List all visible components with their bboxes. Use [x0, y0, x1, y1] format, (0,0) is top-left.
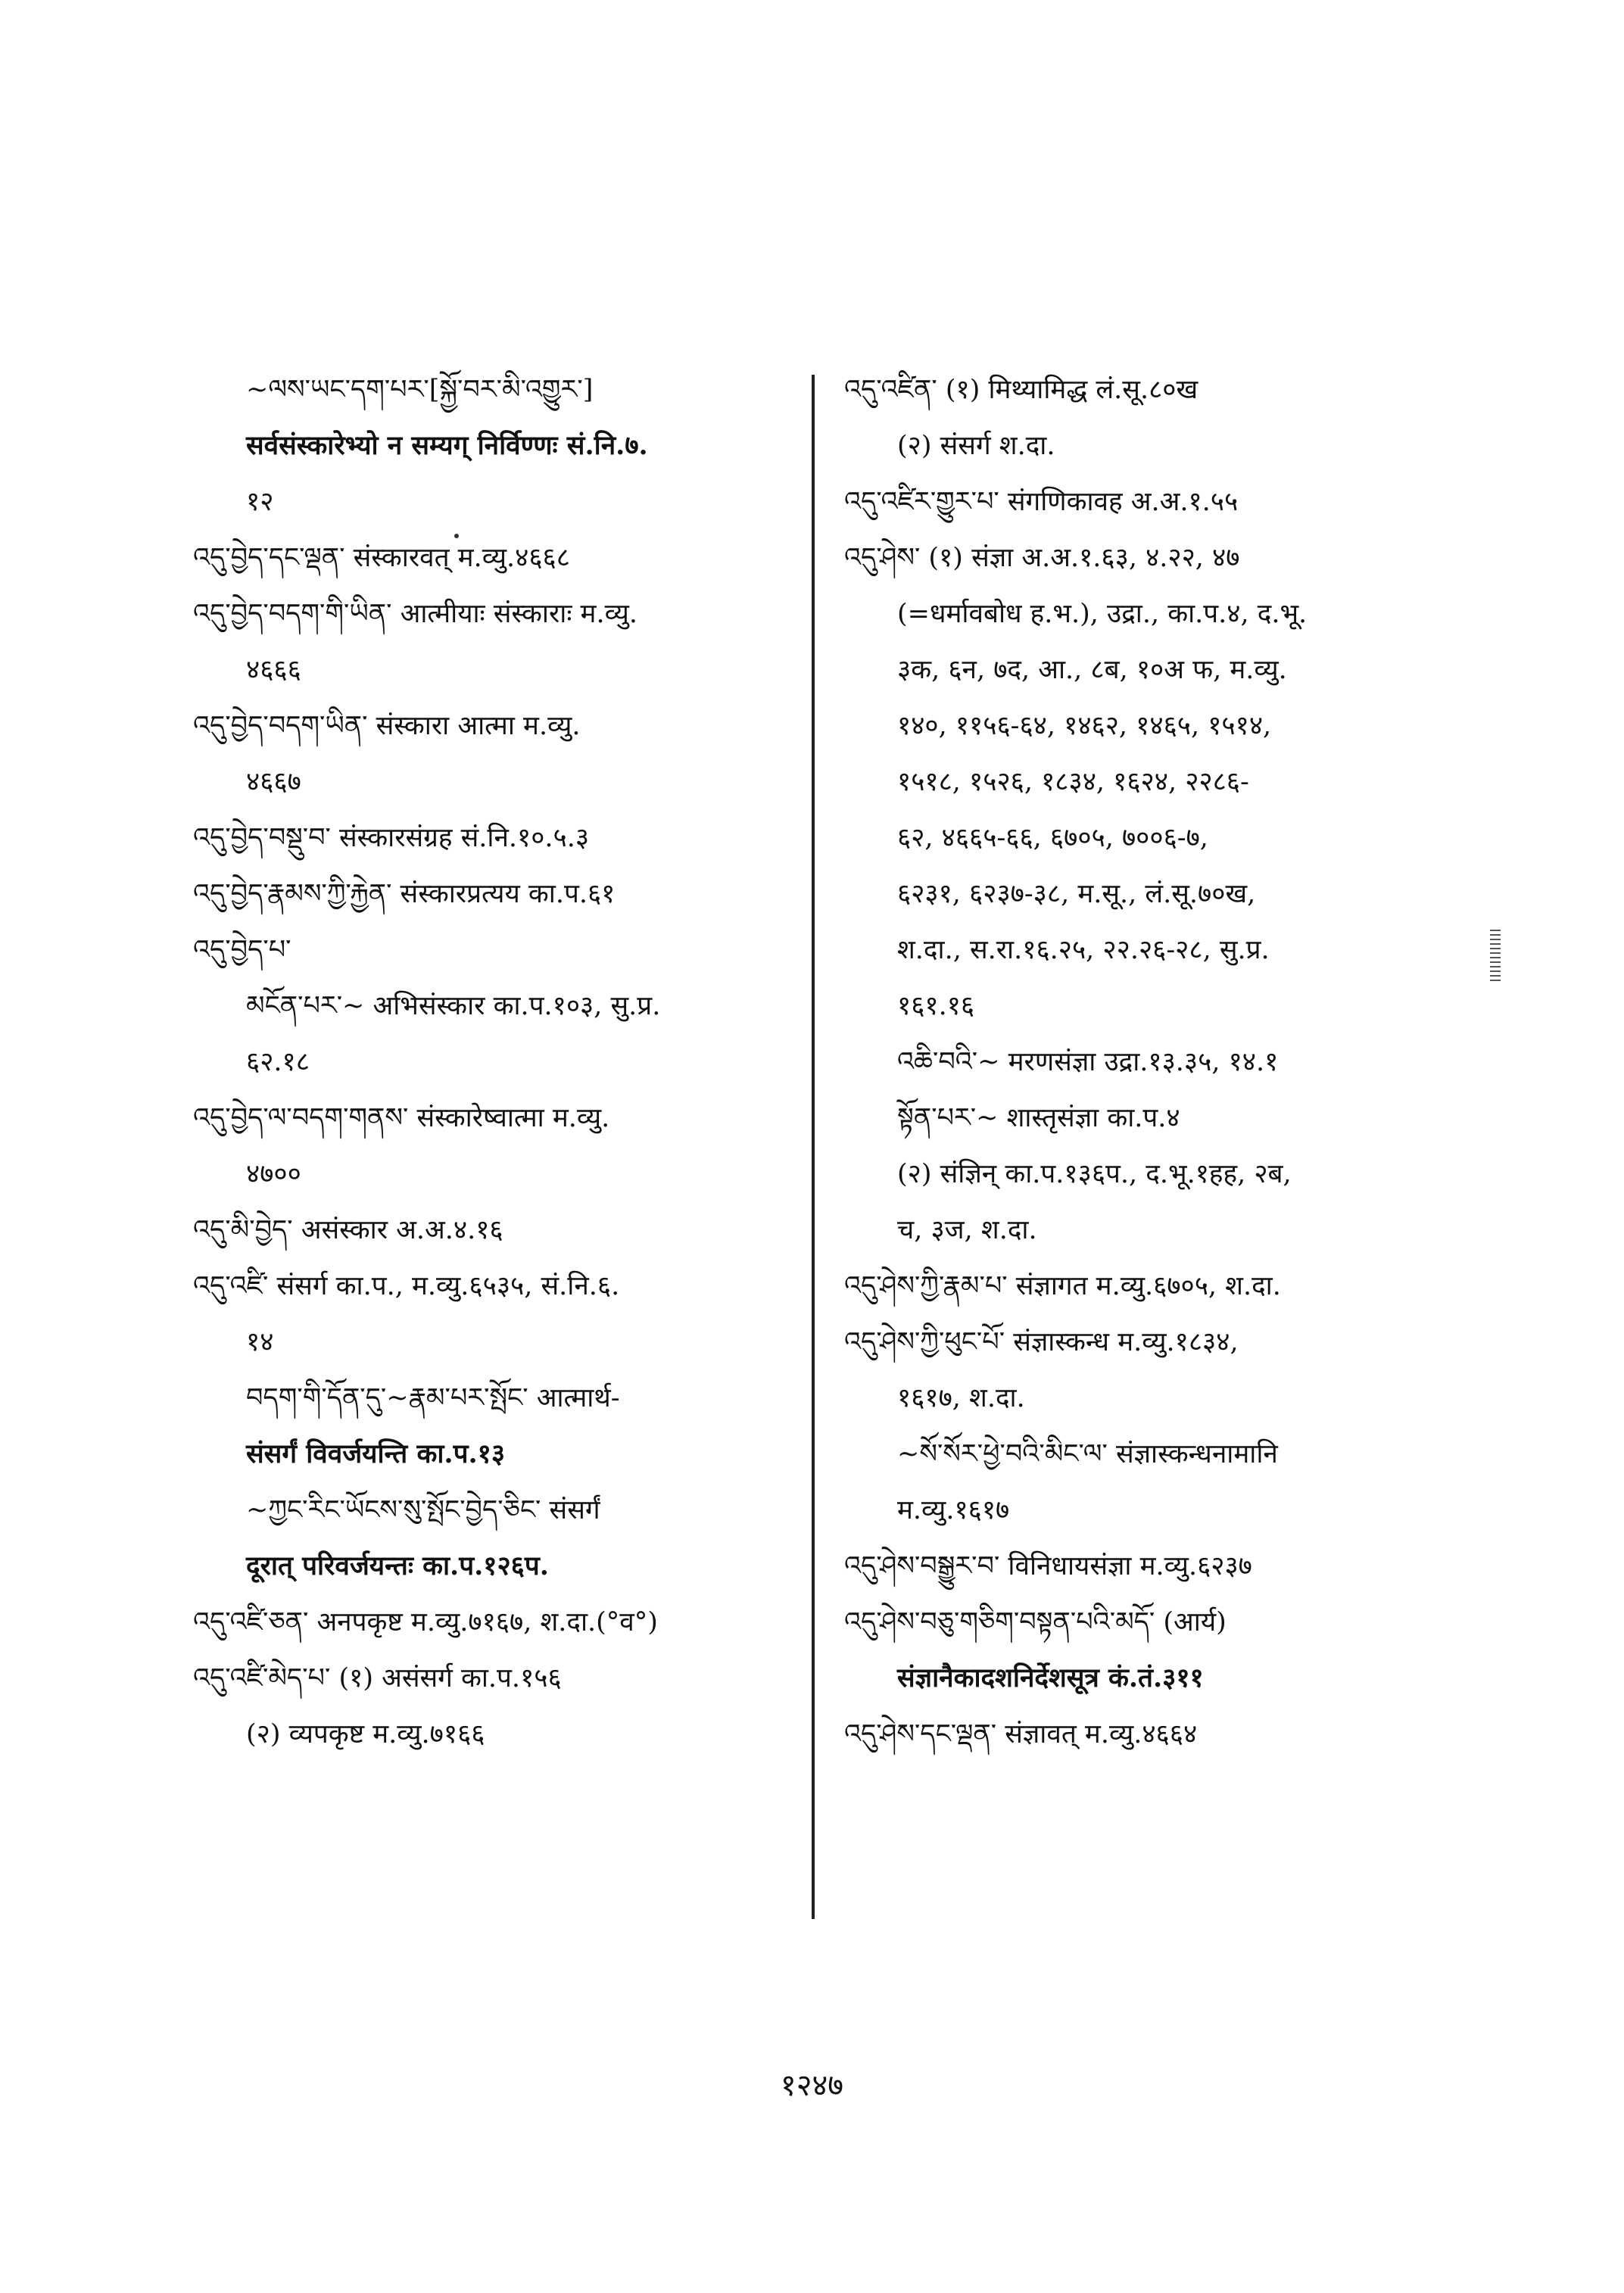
entry-headword-line: འདུ་བྱེད་བདག་ཡིན་ संस्कारा आत्मा म.व्यु.	[193, 711, 581, 741]
entry-continuation-line: ~ལས་ཡང་དག་པར་[སྐྱོ་བར་མི་འགྱུར་]	[246, 375, 594, 405]
entry-headword-line: འདུ་འཛིར་གྱུར་པ་ संगणिकावह अ.अ.१.५५	[844, 487, 1239, 517]
right-column	[844, 362, 1465, 1762]
entry-continuation-line: १४	[246, 1327, 274, 1357]
entry-continuation-line: བདག་གི་དོན་དུ་~རྣམ་པར་སྤོང་ आत्मार्थ-	[246, 1383, 620, 1413]
page-number: १२४७	[780, 2068, 844, 2103]
entry-continuation-line: १५१८, १५२६, १८३४, १६२४, २२८६-	[897, 767, 1249, 797]
entry-headword-line: འདུ་བྱེད་རྣམས་ཀྱི་རྐྱེན་ संस्कारप्रत्यय का.प.६१	[193, 879, 616, 909]
entry-headword-line: འདུ་བྱེད་པ་	[193, 935, 291, 965]
entry-headword-line: འདུ་ཤེས་བཅུ་གཅིག་བསྟན་པའི་མདོ་ (आर्य)	[844, 1607, 1227, 1637]
entry-continuation-line: ६२, ४६६५-६६, ६७०५, ७००६-७,	[897, 823, 1208, 853]
entry-continuation-line: च, ३ज, श.दा.	[897, 1215, 1037, 1245]
entry-headword-line: འདུ་འཛིན་ (१) मिथ्यामिद्ध लं.सू.८०ख	[844, 375, 1199, 405]
entry-continuation-line: १४०, ११५६-६४, १४६२, १४६५, १५१४,	[897, 711, 1272, 741]
entry-continuation-line: ६२.१८	[246, 1047, 310, 1077]
entry-continuation-line: श.दा., स.रा.१६.२५, २२.२६-२८, सु.प्र.	[897, 935, 1270, 965]
entry-continuation-line: १२	[246, 487, 274, 517]
entry-headword-line: འདུ་ཤེས་དང་ལྡན་ संज्ञावत् म.व्यु.४६६४	[844, 1719, 1198, 1749]
stray-dot	[454, 534, 459, 538]
column-divider	[812, 375, 815, 1919]
entry-continuation-line: (२) संसर्ग श.दा.	[897, 431, 1055, 461]
margin-mark	[1490, 930, 1501, 984]
entry-headword-line: འདུ་བྱེད་བསྡུ་བ་ संस्कारसंग्रह सं.नि.१०.५.३	[193, 823, 590, 853]
entry-continuation-line: सर्वसंस्कारेभ्यो न सम्यग् निर्विण्णः सं.नि.७.	[246, 430, 648, 461]
entry-headword-line: འདུ་འཛི་མེད་པ་ (१) असंसर्ग का.प.१५६	[193, 1663, 562, 1693]
entry-continuation-line: ३क, ६न, ७द, आ., ८ब, १०अ फ, म.व्यु.	[897, 655, 1287, 685]
entry-continuation-line: १६१७, श.दा.	[897, 1383, 1025, 1413]
entry-continuation-line: ~སོ་སོར་ཕྱེ་བའི་མིང་ལ་ संज्ञास्कन्धनामानि	[897, 1439, 1278, 1469]
entry-continuation-line: संसर्गं विवर्जयन्ति का.प.१३	[246, 1438, 506, 1469]
entry-headword-line: འདུ་ཤེས་ (१) संज्ञा अ.अ.१.६३, ४.२२, ४७	[844, 543, 1240, 573]
entry-headword-line: འདུ་བྱེད་དང་ལྡན་ संस्कारवत् म.व्यु.४६६८	[193, 543, 570, 573]
entry-headword-line: འདུ་ཤེས་ཀྱི་རྣམ་པ་ संज्ञागत म.व्यु.६७०५, श.दा.	[844, 1271, 1281, 1301]
entry-continuation-line: (२) संज्ञिन् का.प.१३६प., द.भू.१हह, २ब,	[897, 1159, 1292, 1189]
entry-continuation-line: ६२३१, ६२३७-३८, म.सू., लं.सू.७०ख,	[897, 879, 1256, 909]
entry-continuation-line: संज्ञानैकादशनिर्देशसूत्र कं.तं.३११	[897, 1662, 1204, 1693]
entry-continuation-line: ~ཀྱང་རིང་ཡོངས་སུ་སྤོང་བྱེད་ཅིང་ संसर्गं	[246, 1495, 600, 1525]
entry-headword-line: འདུ་བྱེད་ལ་བདག་གནས་ संस्कारेष्वात्मा म.व्यु.	[193, 1103, 610, 1133]
entry-headword-line: འདུ་ཤེས་བསྒྱུར་བ་ विनिधायसंज्ञा म.व्यु.६२३७	[844, 1551, 1252, 1581]
entry-continuation-line: १६१.१६	[897, 991, 975, 1021]
entry-continuation-line: མངོན་པར་~ अभिसंस्कार का.प.१०३, सु.प्र.	[246, 991, 661, 1021]
entry-continuation-line: ४६६६	[246, 655, 301, 685]
entry-continuation-line: (२) व्यपकृष्ट म.व्यु.७१६६	[246, 1719, 485, 1749]
entry-headword-line: འདུ་བྱེད་བདག་གི་ཡིན་ आत्मीयाः संस्काराः म.व्यु.	[193, 599, 637, 629]
entry-continuation-line: दूरात् परिवर्जयन्तः का.प.१२६प.	[246, 1550, 549, 1581]
entry-headword-line: འདུ་མི་བྱེད་ असंस्कार अ.अ.४.१६	[193, 1215, 503, 1245]
entry-continuation-line: ४६६७	[246, 767, 301, 797]
entry-headword-line: འདུ་ཤེས་ཀྱི་ཕུང་པོ་ संज्ञास्कन्ध म.व्यु.१८३४,	[844, 1327, 1239, 1357]
entry-continuation-line: འཆི་བའི་~ मरणसंज्ञा उद्रा.१३.३५, १४.१	[897, 1047, 1279, 1077]
entry-continuation-line: म.व्यु.१६१७	[897, 1495, 1010, 1525]
entry-continuation-line: (=धर्मावबोध ह.भ.), उद्रा., का.प.४, द.भू.	[897, 599, 1308, 629]
entry-continuation-line: སྟོན་པར་~ शास्तृसंज्ञा का.प.४	[897, 1103, 1180, 1133]
entry-headword-line: འདུ་འཛི་ संसर्ग का.प., म.व्यु.६५३५, सं.नि.६.	[193, 1271, 620, 1301]
entry-headword-line: འདུ་འཛི་ཅན་ अनपकृष्ट म.व्यु.७१६७, श.दा.(°व°)	[193, 1607, 658, 1637]
entry-continuation-line: ४७००	[246, 1159, 301, 1189]
left-column	[193, 362, 799, 1762]
